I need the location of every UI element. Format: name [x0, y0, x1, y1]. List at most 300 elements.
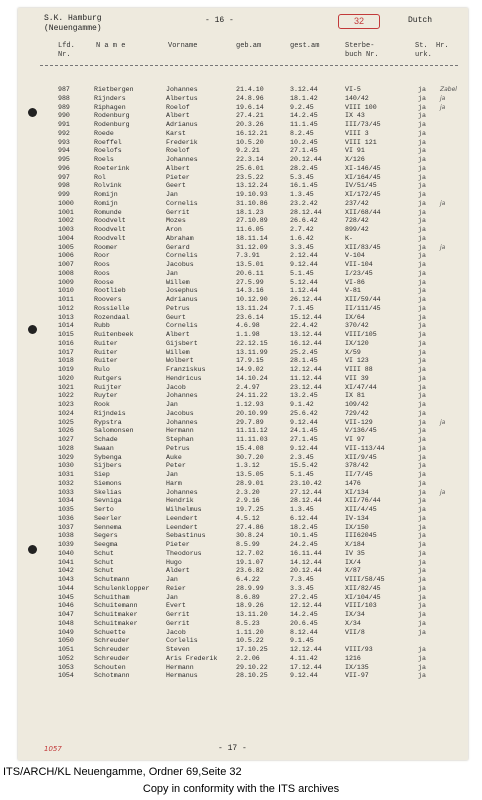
- cell-sterbebuch-nr: IX 43: [345, 112, 365, 120]
- table-row: [0, 130, 482, 139]
- cell-vorname: Wolbert: [166, 357, 194, 365]
- cell-sterbebuch-nr: VI 97: [345, 436, 365, 443]
- cell-geb-am: 17.9.15: [236, 357, 264, 365]
- cell-lfd-nr: 1044: [58, 584, 74, 592]
- cell-sterbebuch-nr: I/23/45: [345, 269, 373, 277]
- cell-lfd-nr: 1048: [58, 619, 74, 627]
- cell-lfd-nr: 989: [58, 103, 70, 111]
- cell-sterbebuch-nr: K-: [345, 234, 353, 242]
- cell-vorname: Johannes: [166, 392, 198, 400]
- cell-st-urk: ja: [418, 322, 426, 330]
- cell-gest-am: 28.12.44: [290, 208, 322, 216]
- cell-lfd-nr: 1031: [58, 471, 74, 478]
- cell-name: Skelias: [94, 488, 122, 496]
- cell-name: Sennema: [94, 523, 122, 531]
- cell-geb-am: 29.10.22: [236, 663, 268, 671]
- table-row: [0, 287, 482, 296]
- cell-name: Rietbergen: [94, 86, 134, 93]
- cell-st-urk: ja: [418, 261, 426, 268]
- cell-lfd-nr: 1008: [58, 269, 74, 277]
- table-row: [0, 489, 482, 498]
- cell-gest-am: 26.6.42: [290, 217, 318, 225]
- table-row: [0, 305, 482, 314]
- table-row: [0, 261, 482, 270]
- cell-lfd-nr: 1026: [58, 427, 74, 435]
- cell-sterbebuch-nr: XII/4/45: [345, 506, 377, 513]
- table-row: [0, 672, 482, 681]
- cell-st-urk: ja: [418, 234, 426, 242]
- cell-geb-am: 23.6.14: [236, 313, 264, 321]
- cell-vorname: Abraham: [166, 234, 194, 242]
- cell-vorname: Johannes: [166, 418, 198, 426]
- cell-name: Romijn: [94, 199, 118, 207]
- col-sterbebuch: Sterbe- buch Nr.: [345, 42, 379, 59]
- red-stamp-number: 32: [338, 14, 380, 29]
- cell-gest-am: 25.6.42: [290, 409, 318, 417]
- cell-geb-am: 23.6.82: [236, 567, 264, 575]
- cell-st-urk: ja: [418, 129, 426, 137]
- table-row: [0, 314, 482, 323]
- cell-vorname: Franziskus: [166, 366, 206, 373]
- cell-vorname: Cornelis: [166, 252, 198, 260]
- cell-sterbebuch-nr: VII-97: [345, 672, 369, 680]
- table-row: [0, 515, 482, 524]
- table-row: [0, 541, 482, 550]
- cell-sterbebuch-nr: 899/42: [345, 226, 369, 233]
- cell-geb-am: 15.4.08: [236, 444, 264, 452]
- cell-sterbebuch-nr: 109/42: [345, 401, 369, 408]
- cell-vorname: Jacobus: [166, 409, 194, 417]
- table-row: [0, 112, 482, 121]
- page-number: - 16 -: [205, 16, 234, 25]
- table-row: [0, 384, 482, 393]
- cell-gest-am: 28.12.44: [290, 497, 322, 505]
- cell-lfd-nr: 1024: [58, 409, 74, 417]
- cell-st-urk: ja: [418, 86, 426, 93]
- cell-geb-am: 30.7.20: [236, 453, 264, 461]
- cell-vorname: Albertus: [166, 94, 198, 102]
- cell-name: Rol: [94, 173, 106, 181]
- cell-name: Siep: [94, 471, 110, 478]
- cell-gest-am: 28.1.45: [290, 357, 318, 365]
- cell-vorname: Roelof: [166, 147, 190, 155]
- table-row: [0, 322, 482, 331]
- cell-st-urk: ja: [418, 541, 426, 548]
- punch-hole: [28, 545, 37, 554]
- cell-gest-am: 1.3.45: [290, 506, 314, 513]
- table-row: [0, 235, 482, 244]
- cell-name: Roomer: [94, 243, 118, 251]
- cell-lfd-nr: 1014: [58, 322, 74, 330]
- cell-name: Schut: [94, 558, 114, 566]
- cell-vorname: Reier: [166, 584, 186, 592]
- cell-sterbebuch-nr: IV-134: [345, 514, 369, 522]
- cell-vorname: Gerard: [166, 243, 190, 251]
- cell-st-urk: ja: [418, 147, 426, 155]
- cell-st-urk: ja: [418, 226, 426, 233]
- cell-geb-am: 2.2.06: [236, 654, 260, 662]
- cell-sterbebuch-nr: VIII 88: [345, 366, 373, 373]
- cell-geb-am: 25.6.01: [236, 164, 264, 172]
- cell-sterbebuch-nr: X/34: [345, 619, 361, 627]
- cell-geb-am: 2.9.16: [236, 497, 260, 505]
- cell-sterbebuch-nr: V-81: [345, 287, 361, 295]
- table-row: [0, 602, 482, 611]
- cell-name: Schulenklopper: [94, 584, 150, 592]
- cell-gest-am: 10.1.45: [290, 532, 318, 540]
- cell-gest-am: 20.12.44: [290, 156, 322, 163]
- cell-lfd-nr: 1035: [58, 506, 74, 513]
- cell-lfd-nr: 1028: [58, 444, 74, 452]
- col-geb: geb.am: [236, 42, 262, 50]
- cell-vorname: Leendert: [166, 514, 198, 522]
- table-row: [0, 655, 482, 664]
- cell-geb-am: 19.1.07: [236, 558, 264, 566]
- cell-hr-urk: ja: [440, 103, 446, 111]
- cell-st-urk: ja: [418, 156, 426, 163]
- cell-geb-am: 8.6.89: [236, 593, 260, 601]
- cell-gest-am: 18.2.45: [290, 523, 318, 531]
- cell-lfd-nr: 1029: [58, 453, 74, 461]
- cell-lfd-nr: 1043: [58, 576, 74, 583]
- table-row: [0, 121, 482, 130]
- cell-name: Roose: [94, 278, 114, 286]
- cell-name: Ruijter: [94, 383, 122, 391]
- table-row: [0, 401, 482, 410]
- cell-lfd-nr: 1023: [58, 401, 74, 408]
- table-row: [0, 664, 482, 673]
- punch-hole: [28, 325, 37, 334]
- cell-vorname: Evert: [166, 602, 186, 610]
- cell-vorname: Jan: [166, 269, 178, 277]
- cell-st-urk: ja: [418, 208, 426, 216]
- cell-vorname: Pieter: [166, 541, 190, 548]
- cell-sterbebuch-nr: IX/150: [345, 523, 369, 531]
- cell-name: Segers: [94, 532, 118, 540]
- cell-geb-am: 11.11.03: [236, 436, 268, 443]
- cell-name: Schuette: [94, 628, 126, 636]
- cell-st-urk: ja: [418, 339, 426, 347]
- cell-lfd-nr: 998: [58, 182, 70, 190]
- table-row: [0, 244, 482, 253]
- cell-name: Roelofs: [94, 147, 122, 155]
- cell-vorname: Hermann: [166, 663, 194, 671]
- cell-lfd-nr: 997: [58, 173, 70, 181]
- cell-vorname: Pieter: [166, 173, 190, 181]
- cell-name: Schutmann: [94, 576, 130, 583]
- cell-geb-am: 14.10.24: [236, 374, 268, 382]
- cell-geb-am: 6.4.22: [236, 576, 260, 583]
- cell-vorname: Jan: [166, 471, 178, 478]
- cell-gest-am: 3.3.45: [290, 243, 314, 251]
- table-row: [0, 86, 482, 95]
- cell-gest-am: 23.10.42: [290, 479, 322, 487]
- cell-geb-am: 14.9.02: [236, 366, 264, 373]
- cell-gest-am: 7.1.45: [290, 304, 314, 312]
- cell-st-urk: ja: [418, 646, 426, 653]
- table-row: [0, 506, 482, 515]
- cell-vorname: Albert: [166, 331, 190, 338]
- cell-sterbebuch-nr: XI/104/45: [345, 593, 381, 601]
- table-row: [0, 576, 482, 585]
- cell-geb-am: 13.12.24: [236, 182, 268, 190]
- cell-name: Roodvelt: [94, 217, 126, 225]
- cell-name: Rulo: [94, 366, 110, 373]
- cell-lfd-nr: 1001: [58, 208, 74, 216]
- cell-st-urk: ja: [418, 549, 426, 557]
- cell-vorname: Geurt: [166, 313, 186, 321]
- camp-header: [44, 14, 102, 34]
- col-lfd-nr: Lfd. Nr.: [58, 42, 75, 59]
- cell-gest-am: 5.1.45: [290, 269, 314, 277]
- cell-lfd-nr: 1009: [58, 278, 74, 286]
- cell-st-urk: ja: [418, 672, 426, 680]
- cell-lfd-nr: 1021: [58, 383, 74, 391]
- table-row: [0, 165, 482, 174]
- cell-gest-am: 14.12.44: [290, 558, 322, 566]
- cell-name: Rijndeis: [94, 409, 126, 417]
- cell-lfd-nr: 1025: [58, 418, 74, 426]
- table-row: [0, 585, 482, 594]
- cell-geb-am: 11.6.05: [236, 226, 264, 233]
- cell-name: Roels: [94, 156, 114, 163]
- cell-lfd-nr: 1011: [58, 296, 74, 303]
- cell-gest-am: 16.11.44: [290, 549, 322, 557]
- cell-geb-am: 7.3.91: [236, 252, 260, 260]
- table-row: [0, 646, 482, 655]
- cell-geb-am: 13.5.05: [236, 471, 264, 478]
- cell-st-urk: ja: [418, 497, 426, 505]
- cell-vorname: Josephus: [166, 287, 198, 295]
- cell-hr-urk: ja: [440, 243, 446, 251]
- cell-gest-am: 7.3.45: [290, 576, 314, 583]
- cell-sterbebuch-nr: VII-104: [345, 261, 373, 268]
- cell-gest-am: 3.3.45: [290, 584, 314, 592]
- cell-st-urk: ja: [418, 112, 426, 120]
- cell-vorname: Frederik: [166, 138, 198, 146]
- table-row: [0, 366, 482, 375]
- cell-sterbebuch-nr: 1476: [345, 479, 361, 487]
- cell-st-urk: ja: [418, 654, 426, 662]
- cell-sterbebuch-nr: XII/76/44: [345, 497, 381, 505]
- cell-sterbebuch-nr: VI-5: [345, 86, 361, 93]
- cell-gest-am: 20.6.45: [290, 619, 318, 627]
- table-row: [0, 445, 482, 454]
- cell-vorname: Johannes: [166, 488, 198, 496]
- cell-gest-am: 27.2.45: [290, 593, 318, 601]
- cell-sterbebuch-nr: IX/120: [345, 339, 369, 347]
- cell-lfd-nr: 991: [58, 121, 70, 128]
- cell-geb-am: 20.10.99: [236, 409, 268, 417]
- cell-st-urk: ja: [418, 121, 426, 128]
- cell-lfd-nr: 1032: [58, 479, 74, 487]
- cell-vorname: Jacobus: [166, 261, 194, 268]
- col-vorname: Vorname: [168, 42, 198, 50]
- header-rule: [40, 65, 458, 66]
- cell-lfd-nr: 1010: [58, 287, 74, 295]
- cell-gest-am: 9.12.44: [290, 444, 318, 452]
- cell-st-urk: ja: [418, 488, 426, 496]
- cell-lfd-nr: 1050: [58, 637, 74, 645]
- cell-sterbebuch-nr: VII-113/44: [345, 444, 385, 452]
- camp-name: S.K. Hamburg: [44, 14, 102, 23]
- cell-vorname: Aris Frederik: [166, 654, 218, 662]
- cell-st-urk: ja: [418, 287, 426, 295]
- cell-geb-am: 4.5.12: [236, 514, 260, 522]
- next-page-number: - 17 -: [218, 744, 247, 753]
- table-row: [0, 209, 482, 218]
- cell-lfd-nr: 1051: [58, 646, 74, 653]
- cell-st-urk: ja: [418, 243, 426, 251]
- cell-sterbebuch-nr: VI 91: [345, 147, 365, 155]
- cell-sterbebuch-nr: XII/9/45: [345, 453, 377, 461]
- cell-sterbebuch-nr: XII/83/45: [345, 243, 381, 251]
- cell-geb-am: 27.10.89: [236, 217, 268, 225]
- cell-lfd-nr: 994: [58, 147, 70, 155]
- cell-sterbebuch-nr: IV 35: [345, 549, 365, 557]
- cell-sterbebuch-nr: 140/42: [345, 94, 369, 102]
- cell-sterbebuch-nr: 728/42: [345, 217, 369, 225]
- col-urk: St. Hr. urk.: [415, 42, 449, 59]
- cell-vorname: Roelof: [166, 103, 190, 111]
- cell-vorname: Leendert: [166, 523, 198, 531]
- cell-vorname: Johannes: [166, 156, 198, 163]
- cell-geb-am: 31.12.09: [236, 243, 268, 251]
- cell-gest-am: 23.2.42: [290, 199, 318, 207]
- cell-vorname: Hugo: [166, 558, 182, 566]
- cell-name: Rootlieb: [94, 287, 126, 295]
- cell-sterbebuch-nr: XII/82/45: [345, 584, 381, 592]
- cell-vorname: Petrus: [166, 304, 190, 312]
- cell-gest-am: 10.2.45: [290, 138, 318, 146]
- table-row: [0, 454, 482, 463]
- cell-st-urk: ja: [418, 663, 426, 671]
- cell-gest-am: 15.12.44: [290, 313, 322, 321]
- cell-sterbebuch-nr: XI/164/45: [345, 173, 381, 181]
- cell-st-urk: ja: [418, 409, 426, 417]
- cell-lfd-nr: 1022: [58, 392, 74, 400]
- cell-lfd-nr: 999: [58, 191, 70, 198]
- cell-st-urk: ja: [418, 453, 426, 461]
- cell-name: Seegma: [94, 541, 118, 548]
- cell-sterbebuch-nr: VIII/105: [345, 331, 377, 338]
- table-row: [0, 594, 482, 603]
- table-row: [0, 550, 482, 559]
- table-row: [0, 419, 482, 428]
- cell-geb-am: 28.10.25: [236, 672, 268, 680]
- cell-geb-am: 1.12.93: [236, 401, 264, 408]
- cell-lfd-nr: 1017: [58, 348, 74, 356]
- cell-st-urk: ja: [418, 558, 426, 566]
- cell-sterbebuch-nr: XI/172/45: [345, 191, 381, 198]
- cell-gest-am: 5.12.44: [290, 278, 318, 286]
- cell-name: Schuitmaker: [94, 619, 138, 627]
- cell-lfd-nr: 1002: [58, 217, 74, 225]
- cell-geb-am: 10.5.22: [236, 637, 264, 645]
- cell-lfd-nr: 990: [58, 112, 70, 120]
- cell-geb-am: 20.3.26: [236, 121, 264, 128]
- cell-lfd-nr: 1052: [58, 654, 74, 662]
- cell-name: Schouten: [94, 663, 126, 671]
- cell-st-urk: ja: [418, 252, 426, 260]
- cell-sterbebuch-nr: II/7/45: [345, 471, 373, 478]
- cell-lfd-nr: 1045: [58, 593, 74, 601]
- cell-gest-am: 8.12.44: [290, 628, 318, 636]
- cell-vorname: Corlelis: [166, 637, 198, 645]
- cell-name: Schuitmaker: [94, 611, 138, 618]
- cell-gest-am: 9.12.44: [290, 672, 318, 680]
- cell-name: Swaan: [94, 444, 114, 452]
- table-row: [0, 480, 482, 489]
- cell-gest-am: 2.12.44: [290, 252, 318, 260]
- cell-st-urk: ja: [418, 191, 426, 198]
- cell-name: Salomonsen: [94, 427, 134, 435]
- cell-name: Rolvink: [94, 182, 122, 190]
- cell-sterbebuch-nr: III/73/45: [345, 121, 381, 128]
- cell-lfd-nr: 1047: [58, 611, 74, 618]
- cell-gest-am: 27.1.45: [290, 147, 318, 155]
- table-row: [0, 637, 482, 646]
- cell-st-urk: ja: [418, 182, 426, 190]
- cell-geb-am: 13.11.99: [236, 348, 268, 356]
- table-row: [0, 427, 482, 436]
- table-row: [0, 270, 482, 279]
- cell-gest-am: 13.2.45: [290, 392, 318, 400]
- cell-vorname: Johannes: [166, 86, 198, 93]
- cell-lfd-nr: 1012: [58, 304, 74, 312]
- cell-st-urk: ja: [418, 523, 426, 531]
- cell-name: Schreuder: [94, 654, 130, 662]
- cell-sterbebuch-nr: IX/64: [345, 313, 365, 321]
- cell-sterbebuch-nr: 237/42: [345, 199, 369, 207]
- table-row: [0, 104, 482, 113]
- cell-st-urk: ja: [418, 217, 426, 225]
- cell-vorname: Gijsbert: [166, 339, 198, 347]
- cell-vorname: Adrianus: [166, 121, 198, 128]
- cell-name: Ruitenbeek: [94, 331, 134, 338]
- camp-subname: (Neuengamme): [44, 24, 102, 33]
- archive-source: ITS/ARCH/KL Neuengamme, Ordner 69,Seite 32: [3, 766, 242, 778]
- table-row: [0, 156, 482, 165]
- cell-sterbebuch-nr: IV/51/45: [345, 182, 377, 190]
- cell-name: Roodvelt: [94, 226, 126, 233]
- table-row: [0, 331, 482, 340]
- cell-lfd-nr: 1036: [58, 514, 74, 522]
- table-row: [0, 357, 482, 366]
- cell-st-urk: ja: [418, 628, 426, 636]
- cell-name: Roovers: [94, 296, 122, 303]
- cell-lfd-nr: 1018: [58, 357, 74, 365]
- cell-lfd-nr: 1006: [58, 252, 74, 260]
- cell-geb-am: 19.6.14: [236, 103, 264, 111]
- cell-geb-am: 23.5.22: [236, 173, 264, 181]
- cell-gest-am: 1.12.44: [290, 287, 318, 295]
- cell-lfd-nr: 1037: [58, 523, 74, 531]
- cell-geb-am: 17.10.25: [236, 646, 268, 653]
- cell-gest-am: 27.12.44: [290, 488, 322, 496]
- cell-name: Riphagen: [94, 103, 126, 111]
- cell-geb-am: 28.9.99: [236, 584, 264, 592]
- cell-name: Roeffel: [94, 138, 122, 146]
- cell-lfd-nr: 993: [58, 138, 70, 146]
- table-row: [0, 436, 482, 445]
- cell-gest-am: 5.1.45: [290, 471, 314, 478]
- cell-sterbebuch-nr: VIII 100: [345, 103, 377, 111]
- cell-geb-am: 27.4.86: [236, 523, 264, 531]
- table-row: [0, 95, 482, 104]
- cell-geb-am: 1.1.98: [236, 331, 260, 338]
- cell-hr-urk: ja: [440, 199, 446, 207]
